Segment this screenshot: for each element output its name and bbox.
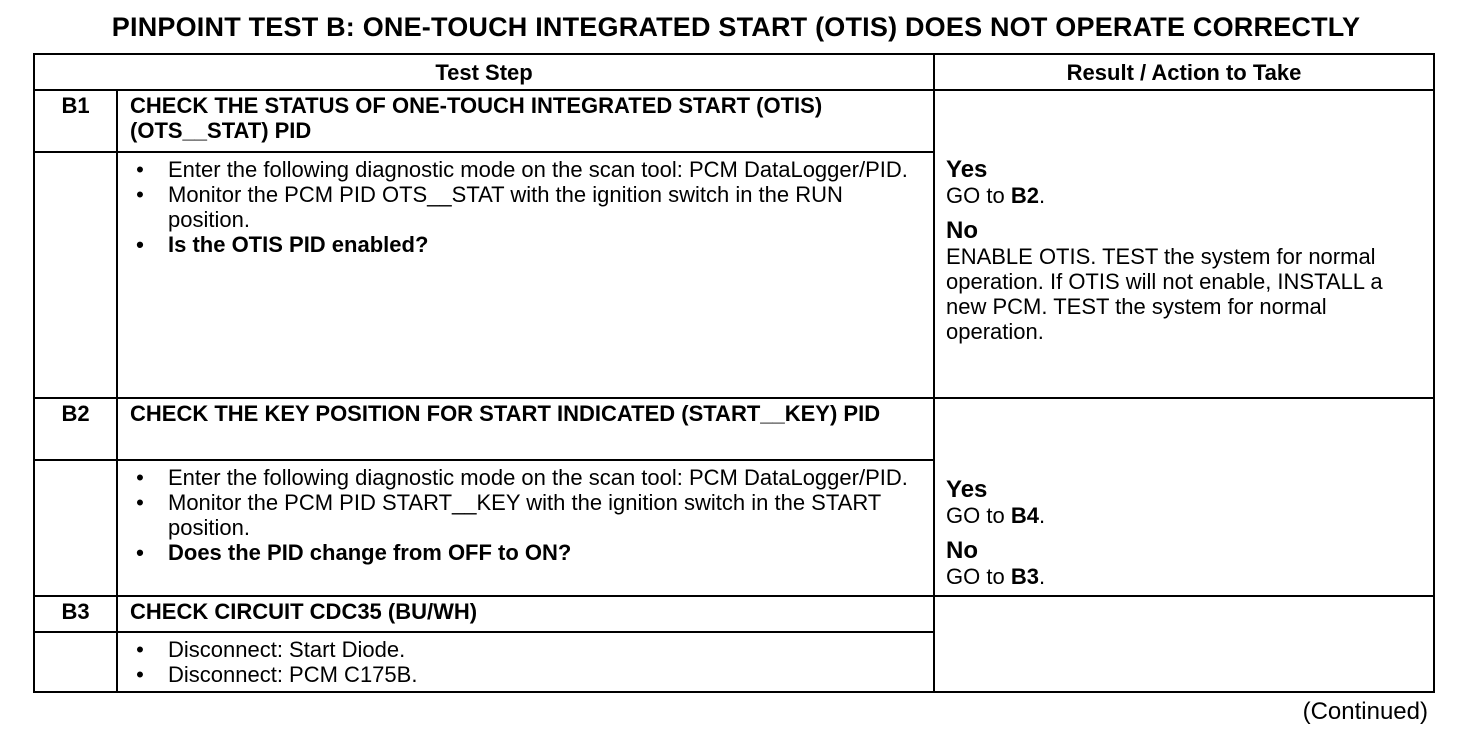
list-item: • Disconnect: Start Diode. (130, 637, 921, 662)
step-body-b3 (117, 632, 934, 692)
step-id-blank-b3 (34, 632, 117, 692)
list-item: • Enter the following diagnostic mode on the scan tool: PCM DataLogger/PID. (130, 465, 921, 490)
result-cell-b1 (934, 90, 1434, 398)
step-heading-row-b3 (34, 596, 1434, 632)
step-id-blank-b2 (34, 460, 117, 596)
no-action-b2: GO to B3. (946, 564, 1046, 589)
pinpoint-test-table (33, 53, 1435, 693)
step-heading-b3: CHECK CIRCUIT CDC35 (BU/WH) (117, 596, 934, 632)
yes-target-b1: B2 (1010, 183, 1039, 208)
result-cell-b2 (934, 398, 1434, 596)
step-body-b1 (117, 152, 934, 398)
step-id-b2: B2 (34, 398, 117, 460)
no-target-b2: B3 (1010, 564, 1039, 589)
list-item: • Enter the following diagnostic mode on the scan tool: PCM DataLogger/PID. (130, 157, 921, 182)
no-label-b2: No (946, 537, 979, 564)
bullet-list-b3 (118, 633, 933, 687)
result-cell-b3 (934, 596, 1434, 692)
step-id-blank-b1 (34, 152, 117, 398)
yes-label-b1: Yes (946, 156, 988, 183)
step-id-b1: B1 (34, 90, 117, 152)
step-id-b3: B3 (34, 596, 117, 632)
list-item: • Monitor the PCM PID START__KEY with the ignition switch in the START position. (130, 490, 921, 540)
list-item: • Monitor the PCM PID OTS__STAT with the ignition switch in the RUN position. (130, 182, 921, 232)
step-heading-row-b1 (34, 90, 1434, 152)
step-body-b2 (117, 460, 934, 596)
table-header-row (34, 54, 1434, 90)
step-question-b1: • Is the OTIS PID enabled? (130, 232, 921, 257)
step-heading-b2: CHECK THE KEY POSITION FOR START INDICATED (START__KEY) PID (117, 398, 934, 460)
step-heading-b1: CHECK THE STATUS OF ONE-TOUCH INTEGRATED START (OTIS) (OTS__STAT) PID (117, 90, 934, 152)
list-item: • Disconnect: PCM C175B. (130, 662, 921, 687)
column-header-test-step: Test Step (34, 54, 934, 90)
step-heading-row-b2 (34, 398, 1434, 460)
yes-action-b1: GO to B2. (946, 183, 1046, 208)
step-question-b2: • Does the PID change from OFF to ON? (130, 540, 921, 565)
no-label-b1: No (946, 217, 979, 244)
continued-note: (Continued) (1302, 698, 1428, 725)
yes-target-b2: B4 (1010, 503, 1039, 528)
column-header-result: Result / Action to Take (934, 54, 1434, 90)
yes-action-b2: GO to B4. (946, 503, 1046, 528)
bullet-list-b1 (118, 153, 933, 257)
page-title: PINPOINT TEST B: ONE-TOUCH INTEGRATED START (OTIS) DOES NOT OPERATE CORRECTLY (111, 12, 1361, 42)
no-action-b1: ENABLE OTIS. TEST the system for normal operation. If OTIS will not enable, INSTALL a new PCM. TEST the system for normal operation. (946, 244, 1383, 344)
bullet-list-b2 (118, 461, 933, 565)
yes-label-b2: Yes (946, 476, 988, 503)
